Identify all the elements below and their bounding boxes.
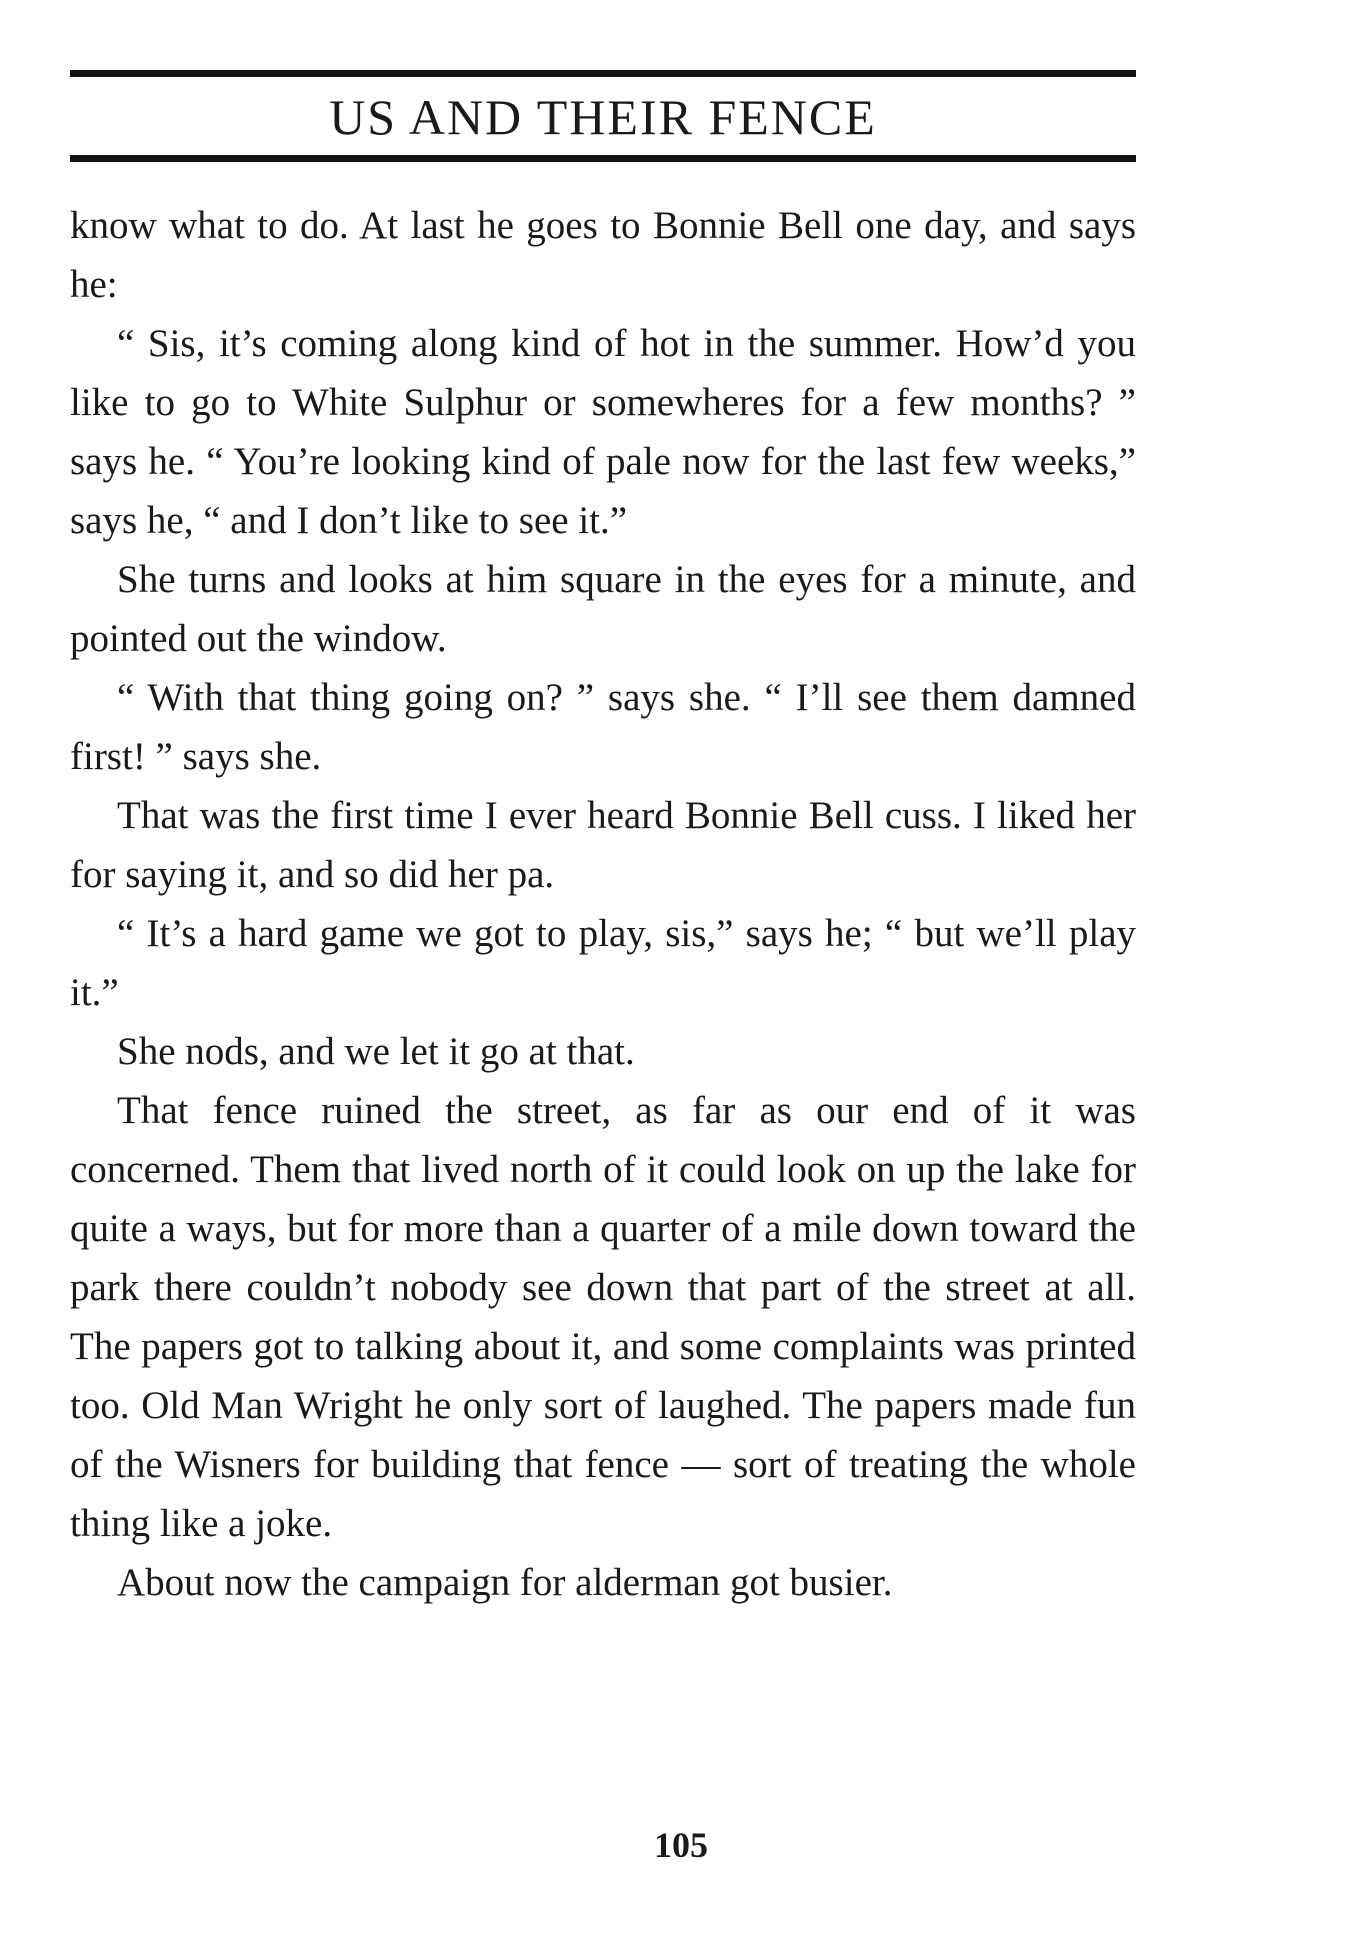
paragraph: That fence ruined the street, as far as our end of it was concerned. Them that lived north of it could look on up the lake for quite a ways, but for more than a quarter of a mile down toward the park there couldn’t nobody see down that part of the street at all. The papers got to talking about it, and some complaints was printed too. Old Man Wright he only sort of laughed. The papers made fun of the Wisners for building that fence — sort of treating the whole thing like a joke. [70, 1089, 1136, 1545]
paragraph: About now the campaign for alderman got busier. [117, 1561, 893, 1604]
header-rule-bottom [70, 155, 1136, 162]
paragraph: She turns and looks at him square in the eyes for a minute, and pointed out the window. [70, 558, 1136, 660]
header-rule-top [70, 70, 1136, 77]
paragraph-continued: know what to do. At last he goes to Bonnie Bell one day, and says he: [70, 204, 1136, 306]
paragraph: “ With that thing going on? ” says she. “ I’ll see them damned first! ” says she. [70, 676, 1136, 778]
running-title: US AND THEIR FENCE [329, 89, 877, 145]
paragraph: “ Sis, it’s coming along kind of hot in the summer. How’d you like to go to White Sulphur or somewheres for a few months? ” says he. “ You’re looking kind of pale now for the last few weeks,” says he, “ and I don’t like to see it.” [70, 322, 1136, 542]
paragraph: “ It’s a hard game we got to play, sis,” says he; “ but we’ll play it.” [70, 912, 1136, 1014]
paragraph: She nods, and we let it go at that. [117, 1030, 635, 1073]
body-text [70, 196, 1136, 1612]
paragraph: That was the first time I ever heard Bonnie Bell cuss. I liked her for saying it, and so did her pa. [70, 794, 1136, 896]
page-number: 105 [654, 1825, 708, 1865]
